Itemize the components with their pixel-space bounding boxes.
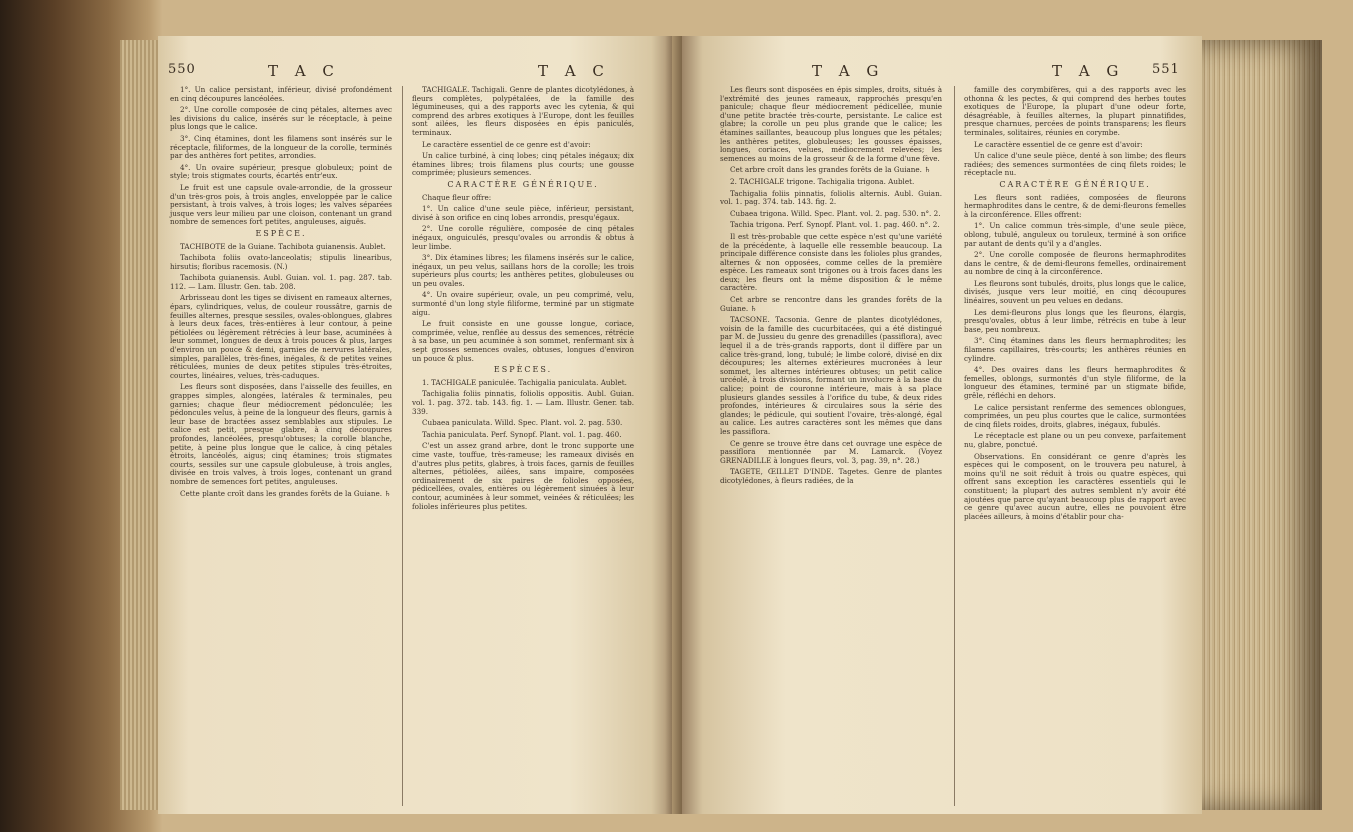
paragraph: Cet arbre croît dans les grandes forêts de la Guiane. ♄ [730, 165, 931, 175]
paragraph: 3°. Cinq étamines, dont les filamens sont insérés sur le réceptacle, filiformes, de la longueur de la corolle, terminés par des anthères fort petites, arrondies. [170, 133, 392, 161]
paragraph: TACSONE. Tacsonia. Genre de plantes dicotylédones, voisin de la famille des cucurbitacées, qui a été distingué par M. de Jussieu du genre des grenadilles (passiflora), avec lequel il a de très-grands rapports, dont il diffère par un calice très-grand, long, tubulé; le limbe coloré, divisé en dix découpures; les alternes extérieures mucronées à leur sommet, les alternes intérieures obtuses; un petit calice urcéolé, à trois divisions, formant un involucre à la base du calice; point de couronne intérieure, mais à sa place plusieurs glandes sessiles à l'orifice du tube, & deux rides profondes, intérieures & circulaires sous la série des glandes; le pédicule, qui soutient l'ovaire, très-alongé, égal au calice. Les autres caractères sont les mêmes que dans les passiflora. [720, 315, 942, 436]
paragraph: Le fruit consiste en une gousse longue, coriace, comprimée, velue, renflée au dessus des semences, rétrécie à sa base, un peu acuminée à son sommet, renfermant six à sept grosses semences ovales, obtuses, longues d'environ un pouce & plus. [412, 319, 634, 363]
paragraph: 2°. Une corolle régulière, composée de cinq pétales inégaux, onguiculés, presqu'ovales ou arrondis & obtus à leur limbe. [412, 224, 634, 251]
section-heading: ESPÈCES. [493, 365, 553, 375]
running-head-right-col4: T A G [1052, 62, 1125, 80]
paragraph: Les fleurs sont disposées en épis simples, droits, situés à l'extrémité des jeunes rameaux, rapprochés presqu'en panicule; chaque fleur médiocrement pédicellée, munie d'une petite bractée très-courte, persistante. Le calice est glabre; la corolle un peu plus grande que le calice; les étamines saillantes, beaucoup plus longues que les pétales; les anthères petites, globuleuses; les gousses épaisses, longues, coriaces, velues, médiocrement relevées; les semences au moins de la grosseur & de la forme d'une fève. [720, 85, 942, 163]
paragraph: Chaque fleur offre: [422, 192, 492, 202]
page-number-left: 550 [168, 62, 196, 77]
right-column-1 [720, 86, 942, 489]
right-page [682, 36, 1202, 814]
running-head-left-col1: T A C [268, 62, 340, 80]
section-heading: CARACTÈRE GÉNÉRIQUE. [999, 179, 1151, 189]
paragraph: Ce genre se trouve être dans cet ouvrage une espèce de passiflora mentionnée par M. Lamarck. (Voyez GRENADILLE à longues fleurs, vol. 3, pag. 39, n°. 28.) [720, 438, 942, 465]
page-edges-right [1202, 40, 1322, 810]
paragraph: TACHIBOTE de la Guiane. Tachibota guianensis. Aublet. [180, 241, 386, 251]
paragraph: Cet arbre se rencontre dans les grandes forêts de la Guiane. ♄ [720, 295, 942, 313]
paragraph: 1°. Un calice commun très-simple, d'une seule pièce, oblong, tubulé, anguleux ou toruleux, terminé à son orifice par autant de dents qu'il y a d'angles. [964, 221, 1186, 248]
paragraph: 3°. Dix étamines libres; les filamens insérés sur le calice, inégaux, un peu velus, saillans hors de la corolle; les trois supérieurs plus courts; les anthères petites, globuleuses ou un peu ovales. [412, 253, 634, 288]
column-rule [402, 86, 403, 806]
paragraph: Un calice d'une seule pièce, denté à son limbe; des fleurs radiées; des semences surmontées de cinq filets roides; le réceptacle nu. [964, 151, 1186, 178]
paragraph: Les fleurs sont radiées, composées de fleurons hermaphrodites dans le centre, & de demi-fleurons femelles à la circonférence. Elles offrent: [964, 192, 1186, 219]
paragraph: C'est un assez grand arbre, dont le tronc supporte une cime vaste, touffue, très-rameuse; les rameaux divisés en d'autres plus petits, glabres, à trois faces, garnis de feuilles alternes, pétiolées, ailées, sans impaire, composées ordinairement de six paires de folioles opposées, pédicellées, ovales, entières ou légèrement sinuées à leur contour, acuminées à leur sommet, veinées & réticulées; les folioles inférieures plus petites. [412, 441, 634, 511]
paragraph: 2°. Une corolle composée de cinq pétales, alternes avec les divisions du calice, insérés sur le réceptacle, à peine plus longs que le calice. [170, 105, 392, 132]
paragraph: TAGETE, ŒILLET D'INDE. Tagetes. Genre de plantes dicotylédones, à fleurs radiées, de la [720, 467, 942, 485]
paragraph: Un calice turbiné, à cinq lobes; cinq pétales inégaux; dix étamines libres; trois filamens plus courts; une gousse comprimée; plusieurs semences. [412, 151, 634, 178]
running-head-right-col3: T A G [812, 62, 885, 80]
paragraph: Les fleurons sont tubulés, droits, plus longs que le calice, divisés, jusque vers leur moitié, en cinq découpures linéaires, souvent un peu velues en dedans. [964, 278, 1186, 306]
paragraph: Cubaea paniculata. Willd. Spec. Plant. vol. 2. pag. 530. [422, 418, 623, 428]
left-column-2 [412, 86, 634, 514]
paragraph: Tachibota guianensis. Aubl. Guian. vol. 1. pag. 287. tab. 112. — Lam. Illustr. Gen. tab. 208. [170, 273, 392, 291]
paragraph: Les demi-fleurons plus longs que les fleurons, élargis, presqu'ovales, obtus à leur limbe, rétrécis en tube à leur base, peu nombreux. [964, 307, 1186, 334]
section-heading: CARACTÈRE GÉNÉRIQUE. [447, 179, 599, 189]
paragraph: TACHIGALE. Tachigali. Genre de plantes dicotylédones, à fleurs complètes, polypétalées, de la famille des légumineuses, qui a des rapports avec les cytenia, & qui comprend des arbres exotiques à l'Europe, dont les feuilles sont ailées, les fleurs disposées en épis paniculés, terminaux. [412, 85, 634, 137]
paragraph: Tachigalia foliis pinnatis, foliolis oppositis. Aubl. Guian. vol. 1. pag. 372. tab. 143. fig. 1. — Lam. Illustr. Gener. tab. 339. [412, 389, 634, 416]
paragraph: 3°. Cinq étamines dans les fleurs hermaphrodites; les filamens capillaires, très-courts; les anthères réunies en cylindre. [964, 336, 1186, 363]
paragraph: Le caractère essentiel de ce genre est d'avoir: [974, 139, 1143, 149]
paragraph: 4°. Un ovaire supérieur, ovale, un peu comprimé, velu, surmonté d'un long style filiforme, terminé par un stigmate aigu. [412, 290, 634, 317]
paragraph: 1°. Un calice d'une seule pièce, inférieur, persistant, divisé à son orifice en cinq lobes arrondis, presqu'égaux. [412, 204, 634, 222]
paragraph: 1°. Un calice persistant, inférieur, divisé profondément en cinq découpures lancéolées. [170, 85, 392, 103]
left-column-1 [170, 86, 392, 501]
paragraph: Tachibota foliis ovato-lanceolatis; stipulis linearibus, hirsutis; floribus racemosis. (N.) [170, 253, 392, 271]
paragraph: Tachia trigona. Perf. Synopf. Plant. vol. 1. pag. 460. n°. 2. [730, 220, 940, 230]
page-edges-left [120, 40, 160, 810]
paragraph: Cubaea trigona. Willd. Spec. Plant. vol. 2. pag. 530. n°. 2. [730, 208, 941, 218]
paragraph: Le calice persistant renferme des semences oblongues, comprimées, un peu plus courtes que le calice, surmontées de cinq filets roides, droits, glabres, inégaux, fubulés. [964, 402, 1186, 429]
paragraph: Il est très-probable que cette espèce n'est qu'une variété de la précédente, à laquelle elle ressemble beaucoup. La principale différence consiste dans les folioles plus grandes, alternes & non opposées, comme celles de la première espèce. Les rameaux sont trigones ou à trois faces dans les deux; les fleurs ont la même disposition & le même caractère. [720, 231, 942, 293]
paragraph: famille des corymbifères, qui a des rapports avec les othonna & les pectes, & qui comprend des herbes toutes exotiques de l'Europe, la plupart d'une odeur forte, désagréable, à feuilles alternes, la plupart pinnatifides, presque charnues, percées de points transparens; les fleurs terminales, solitaires, réunies en corymbe. [964, 85, 1186, 137]
paragraph: 4°. Un ovaire supérieur, presque globuleux; point de style; trois stigmates courts, écartés entr'eux. [170, 162, 392, 181]
column-rule [954, 86, 955, 806]
paragraph: Le caractère essentiel de ce genre est d'avoir: [422, 139, 591, 149]
paragraph: Le fruit est une capsule ovale-arrondie, de la grosseur d'un très-gros pois, à trois angles, enveloppée par le calice persistant, à trois valves, à trois loges; les valves séparées jusque vers leur milieu par une cloison, contenant un grand nombre de semences fort petites, anguleuses, aiguës. [170, 182, 392, 227]
right-column-2 [964, 86, 1186, 524]
paragraph: 2°. Une corolle composée de fleurons hermaphrodites dans le centre, & de demi-fleurons femelles, ordinairement au nombre de cinq à la circonférence. [964, 250, 1186, 277]
paragraph: Observations. En considérant ce genre d'après les espèces qui le composent, on le trouvera peu naturel, à moins qu'il ne soit réduit à trois ou quatre espèces, qui offrent sans exception les caractères essentiels qui le constituent; la plupart des autres semblent n'y avoir été ajoutées que parce qu'ayant beaucoup plus de rapport avec ce genre qu'avec aucun autre, elles ne pouvoient être placées ailleurs, à moins d'établir pour cha- [964, 451, 1186, 521]
paragraph: Arbrisseau dont les tiges se divisent en rameaux alternes, épars, cylindriques, velus, de couleur roussâtre, garnis de feuilles alternes, presque sessiles, ovales-oblongues, glabres à leurs deux faces, très-entières à leur contour, à peine pétiolées ou légèrement rétrécies à leur base, acuminées à leur sommet, longues de deux à trois pouces & plus, larges d'environ un pouce & demi, garnies de nervures latérales, simples, parallèles, très-fines, inégales, & de petites veines réticulées, munies de deux petites stipules très-étroites, courtes, linéaires, velues, très-caduques. [170, 293, 392, 380]
paragraph: 4°. Des ovaires dans les fleurs hermaphrodites & femelles, oblongs, surmontés d'un style filiforme, de la longueur des étamines, terminé par un stigmate bifide, grêle, réfléchi en dehors. [964, 365, 1186, 400]
paragraph: 2. TACHIGALE trigone. Tachigalia trigona. Aublet. [730, 176, 915, 186]
left-page [158, 36, 672, 814]
paragraph: Les fleurs sont disposées, dans l'aisselle des feuilles, en grappes simples, alongées, latérales & terminales, peu garnies; chaque fleur médiocrement pédonculée; les pédoncules velus, à peine de la longueur des fleurs, garnis à leur base de bractées assez semblables aux stipules. Le calice est petit, presque glabre, à cinq découpures profondes, lancéolées, presqu'obtuses; la corolle blanche, petite, à peine plus longue que le calice, à cinq pétales étroits, lancéolés, aigus; cinq étamines; trois stigmates courts, sessiles sur une capsule globuleuse, à trois angles, divisée en trois valves, à trois loges, contenant un grand nombre de semences fort petites, anguleuses. [170, 382, 392, 486]
page-number-right: 551 [1152, 62, 1180, 77]
section-heading: ESPÈCE. [255, 228, 307, 238]
paragraph: Le réceptacle est plane ou un peu convexe, parfaitement nu, glabre, ponctué. [964, 431, 1186, 449]
paragraph: 1. TACHIGALE paniculée. Tachigalia paniculata. Aublet. [422, 377, 627, 387]
paragraph: Tachigalia foliis pinnatis, foliolis alternis. Aubl. Guian. vol. 1. pag. 374. tab. 143. fig. 2. [720, 188, 942, 207]
running-head-left-col2: T A C [538, 62, 610, 80]
paragraph: Cette plante croît dans les grandes forêts de la Guiane. ♄ [180, 488, 391, 498]
paragraph: Tachia paniculata. Perf. Synopf. Plant. vol. 1. pag. 460. [422, 429, 622, 439]
